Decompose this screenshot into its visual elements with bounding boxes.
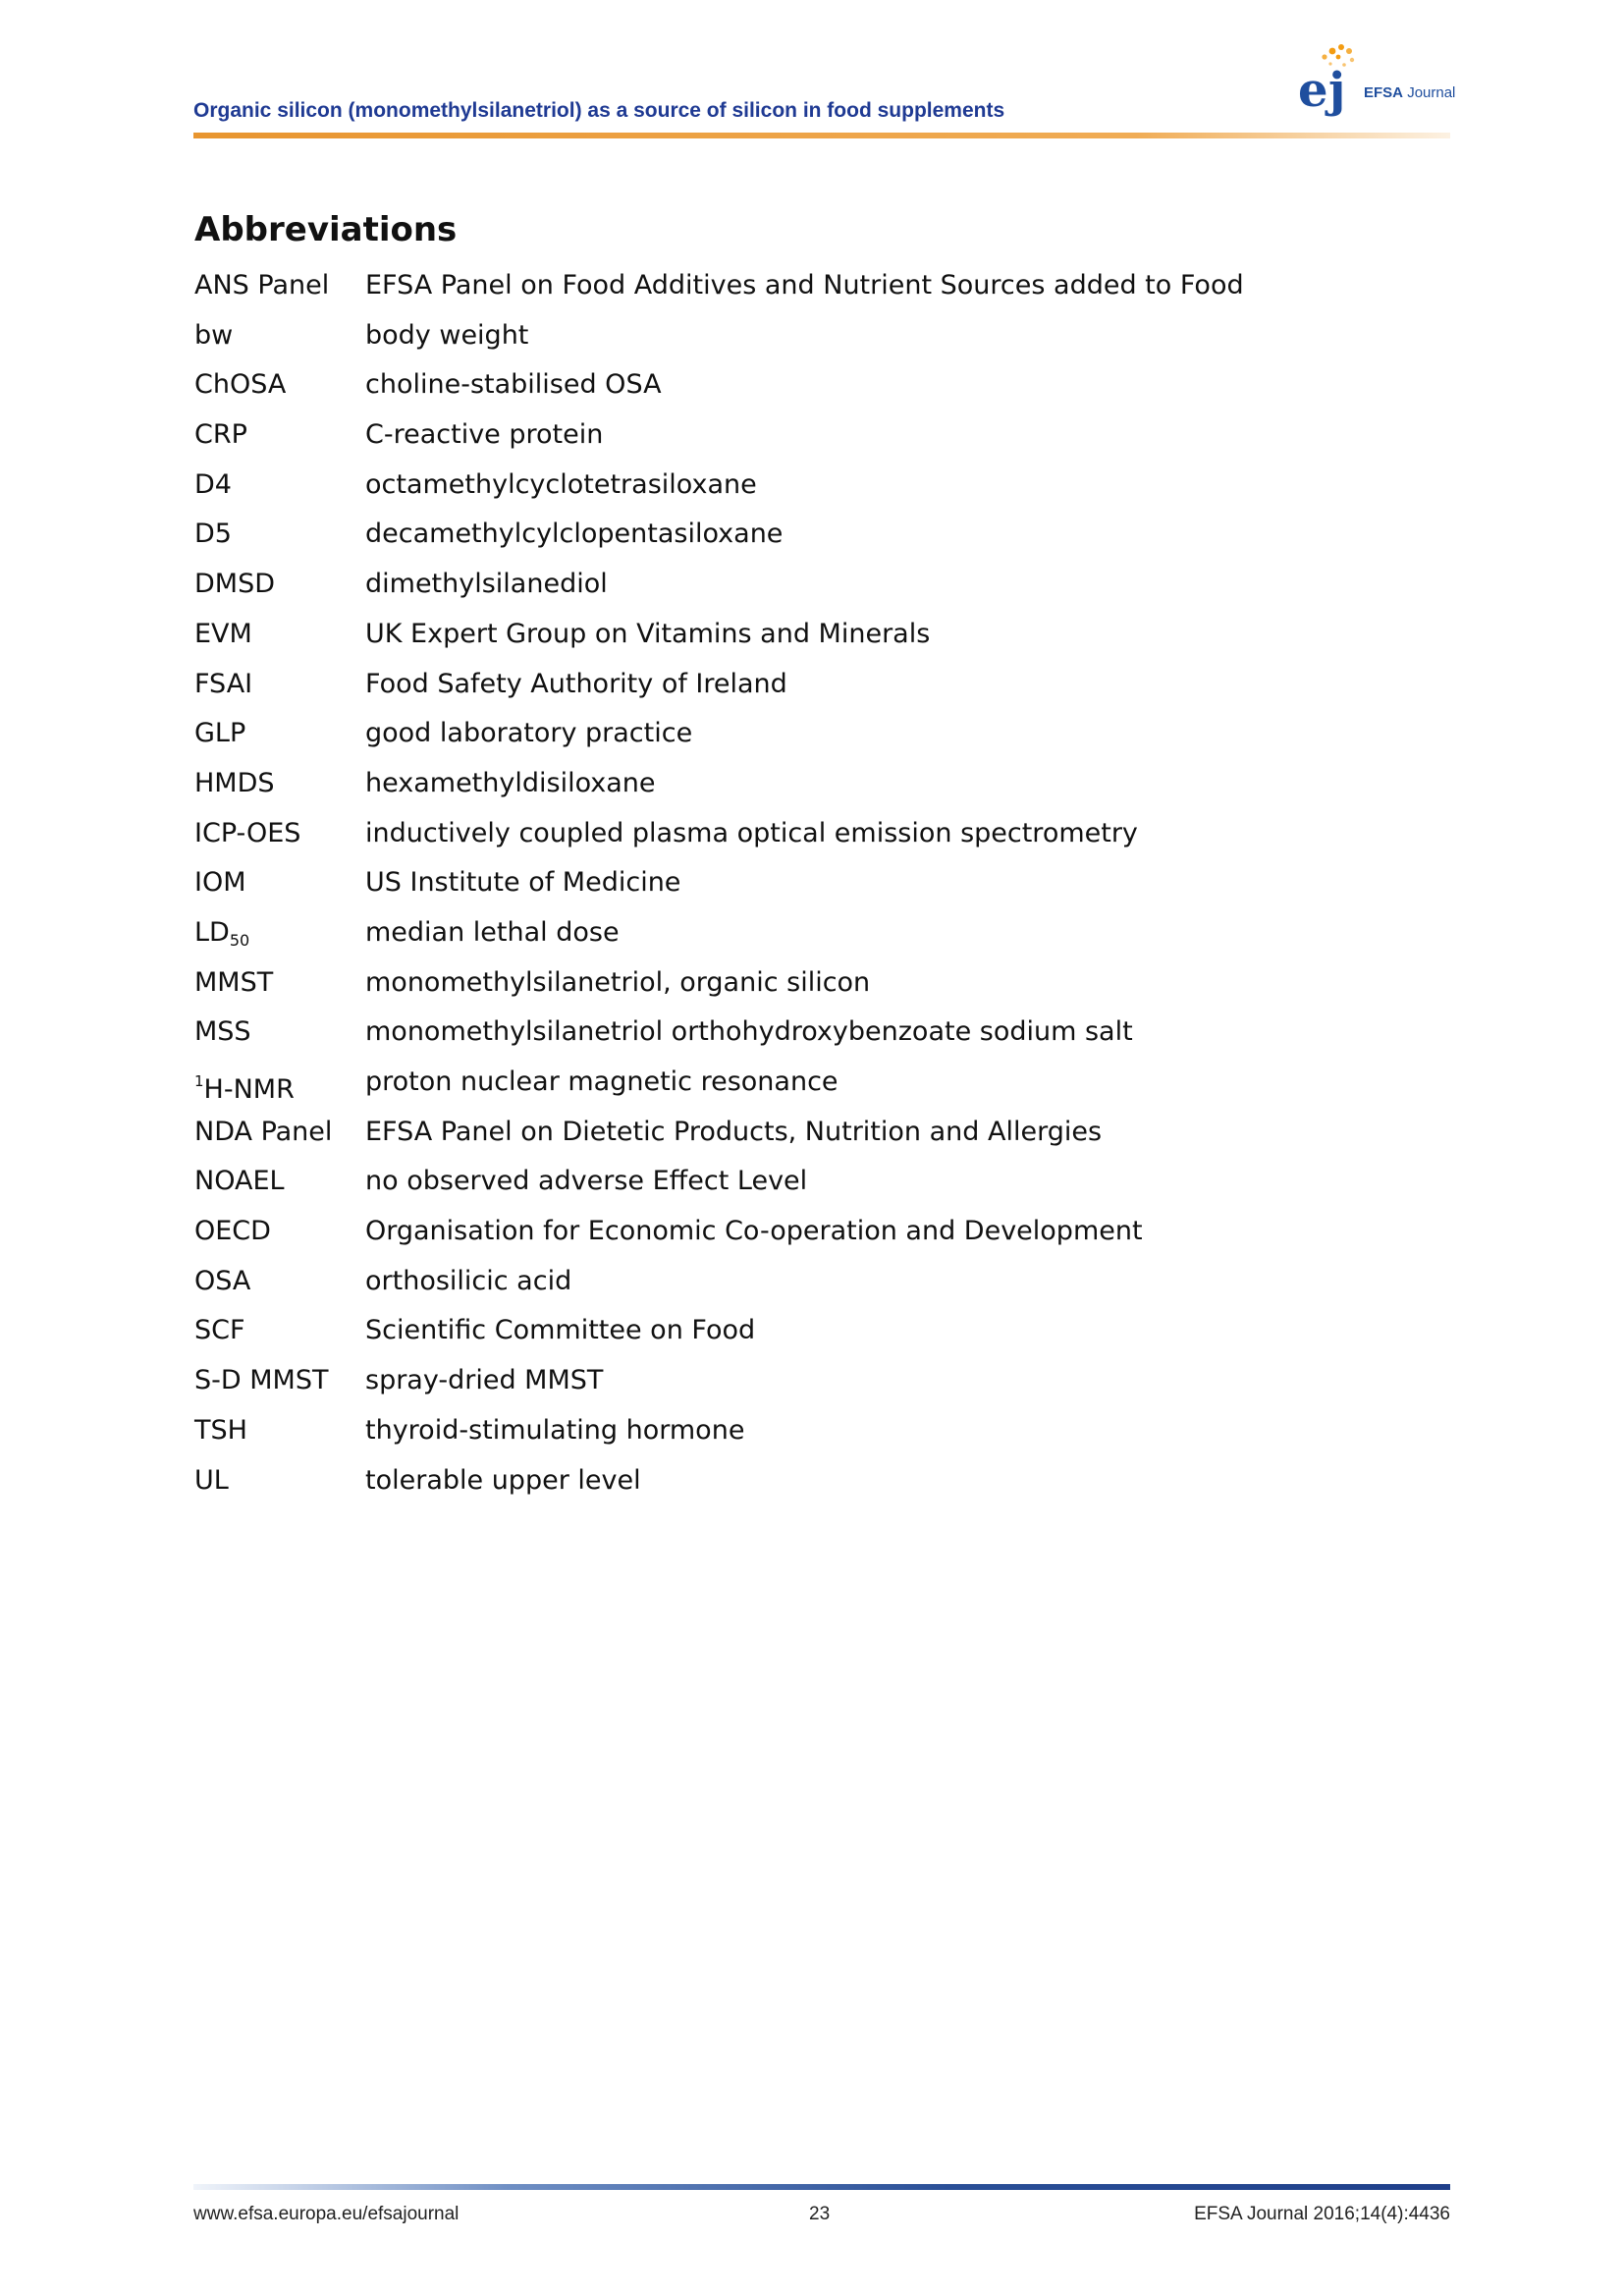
abbreviation-row bbox=[194, 1308, 1373, 1358]
term-text: FSAI bbox=[194, 668, 253, 699]
abbreviation-definition: decamethylcylclopentasiloxane bbox=[365, 519, 784, 550]
term-text: OSA bbox=[194, 1265, 251, 1296]
abbreviation-definition: median lethal dose bbox=[365, 916, 620, 948]
term-text: H-NMR bbox=[203, 1074, 295, 1105]
abbreviation-term bbox=[194, 711, 245, 755]
logo-brand: EFSA bbox=[1364, 84, 1404, 101]
abbreviation-row bbox=[194, 1110, 1373, 1160]
abbreviation-row bbox=[194, 263, 1373, 313]
abbreviation-term bbox=[194, 263, 329, 307]
abbreviation-definition: Food Safety Authority of Ireland bbox=[365, 668, 787, 699]
term-text: NOAEL bbox=[194, 1166, 285, 1197]
abbreviation-term bbox=[194, 512, 232, 556]
page-number: 23 bbox=[809, 2204, 831, 2224]
abbreviation-row bbox=[194, 811, 1373, 861]
abbreviation-row bbox=[194, 1159, 1373, 1209]
abbreviation-row bbox=[194, 662, 1373, 712]
term-text: SCF bbox=[194, 1315, 245, 1346]
abbreviation-row bbox=[194, 463, 1373, 513]
abbreviations-list bbox=[194, 263, 1373, 1507]
abbreviation-definition: orthosilicic acid bbox=[365, 1265, 572, 1296]
page-footer bbox=[193, 2184, 1450, 2243]
abbreviation-definition: EFSA Panel on Dietetic Products, Nutrition and Allergies bbox=[365, 1116, 1103, 1147]
abbreviation-term bbox=[194, 662, 252, 706]
abbreviation-term bbox=[194, 612, 252, 656]
abbreviation-row bbox=[194, 1408, 1373, 1458]
abbreviation-term bbox=[194, 811, 300, 855]
term-text: DMSD bbox=[194, 569, 276, 600]
abbreviation-definition: dimethylsilanediol bbox=[365, 569, 608, 600]
abbreviation-definition: Organisation for Economic Co-operation and Development bbox=[365, 1216, 1143, 1247]
abbreviation-row bbox=[194, 313, 1373, 363]
abbreviation-term bbox=[194, 1159, 285, 1203]
abbreviation-term bbox=[194, 960, 273, 1005]
abbreviation-term bbox=[194, 1308, 245, 1352]
footer-url: www.efsa.europa.eu/efsajournal bbox=[193, 2204, 460, 2224]
term-subscript: 50 bbox=[229, 930, 250, 950]
term-text: LD bbox=[194, 916, 230, 948]
abbreviation-row bbox=[194, 1358, 1373, 1408]
abbreviation-term bbox=[194, 313, 233, 357]
abbreviation-term bbox=[194, 562, 275, 606]
running-title: Organic silicon (monomethylsilanetriol) as a source of silicon in food supplements bbox=[193, 99, 1005, 122]
abbreviation-row bbox=[194, 362, 1373, 412]
term-text: D4 bbox=[194, 468, 232, 500]
term-text: NDA Panel bbox=[194, 1116, 333, 1147]
term-text: OECD bbox=[194, 1216, 271, 1247]
abbreviation-term bbox=[194, 761, 275, 805]
term-text: ICP-OES bbox=[194, 817, 301, 848]
header-rule bbox=[193, 133, 1450, 138]
term-text: MSS bbox=[194, 1016, 251, 1048]
abbreviation-definition: body weight bbox=[365, 319, 529, 351]
abbreviation-definition: inductively coupled plasma optical emission spectrometry bbox=[365, 817, 1138, 848]
logo-wordmark bbox=[1364, 84, 1455, 101]
abbreviation-row bbox=[194, 910, 1373, 960]
abbreviation-definition: Scientific Committee on Food bbox=[365, 1315, 756, 1346]
abbreviation-row bbox=[194, 1010, 1373, 1060]
abbreviation-definition: proton nuclear magnetic resonance bbox=[365, 1066, 839, 1097]
abbreviation-row bbox=[194, 562, 1373, 612]
page-header bbox=[193, 0, 1456, 147]
abbreviation-row bbox=[194, 1209, 1373, 1259]
abbreviation-definition: choline-stabilised OSA bbox=[365, 369, 662, 401]
abbreviation-definition: UK Expert Group on Vitamins and Minerals bbox=[365, 618, 931, 649]
term-text: CRP bbox=[194, 419, 247, 451]
abbreviation-definition: no observed adverse Effect Level bbox=[365, 1166, 808, 1197]
journal-citation: EFSA Journal 2016;14(4):4436 bbox=[1194, 2204, 1450, 2224]
abbreviation-definition: monomethylsilanetriol, organic silicon bbox=[365, 966, 871, 998]
abbreviation-term bbox=[194, 412, 247, 457]
logo-journal: Journal bbox=[1407, 84, 1456, 101]
abbreviation-row bbox=[194, 612, 1373, 662]
abbreviation-definition: thyroid-stimulating hormone bbox=[365, 1414, 745, 1446]
term-text: IOM bbox=[194, 867, 246, 899]
section-title: Abbreviations bbox=[194, 210, 458, 249]
abbreviation-row bbox=[194, 1458, 1373, 1508]
term-text: EVM bbox=[194, 618, 252, 649]
abbreviation-definition: US Institute of Medicine bbox=[365, 867, 681, 899]
abbreviation-term bbox=[194, 463, 232, 507]
term-text: UL bbox=[194, 1464, 229, 1496]
term-text: S-D MMST bbox=[194, 1365, 329, 1396]
term-text: HMDS bbox=[194, 767, 275, 798]
abbreviation-row bbox=[194, 1259, 1373, 1309]
term-text: bw bbox=[194, 319, 234, 351]
abbreviation-term bbox=[194, 1358, 328, 1402]
term-text: D5 bbox=[194, 519, 232, 550]
abbreviation-row bbox=[194, 860, 1373, 910]
abbreviation-row bbox=[194, 412, 1373, 463]
footer-rule bbox=[193, 2184, 1450, 2190]
abbreviation-definition: hexamethyldisiloxane bbox=[365, 767, 656, 798]
abbreviation-definition: C-reactive protein bbox=[365, 419, 604, 451]
abbreviation-term bbox=[194, 1408, 247, 1452]
abbreviation-row bbox=[194, 512, 1373, 562]
abbreviation-definition: tolerable upper level bbox=[365, 1464, 641, 1496]
abbreviation-term bbox=[194, 1060, 295, 1112]
abbreviation-definition: monomethylsilanetriol orthohydroxybenzoate sodium salt bbox=[365, 1016, 1133, 1048]
abbreviation-term bbox=[194, 1209, 271, 1253]
term-text: ANS Panel bbox=[194, 270, 330, 301]
term-text: GLP bbox=[194, 718, 246, 749]
abbreviation-definition: good laboratory practice bbox=[365, 718, 693, 749]
svg-text:e: e bbox=[1298, 63, 1328, 118]
term-superscript: 1 bbox=[194, 1072, 204, 1090]
abbreviation-term bbox=[194, 910, 249, 962]
abbreviation-term bbox=[194, 1458, 229, 1503]
abbreviation-term bbox=[194, 362, 286, 407]
abbreviation-term bbox=[194, 860, 246, 904]
ej-logo-mark-icon bbox=[1295, 39, 1364, 128]
efsa-journal-logo bbox=[1295, 39, 1456, 128]
term-text: ChOSA bbox=[194, 369, 287, 401]
svg-text:j: j bbox=[1328, 63, 1346, 118]
abbreviation-term bbox=[194, 1110, 332, 1154]
abbreviation-definition: octamethylcyclotetrasiloxane bbox=[365, 468, 757, 500]
abbreviation-term bbox=[194, 1259, 250, 1303]
abbreviation-definition: EFSA Panel on Food Additives and Nutrient Sources added to Food bbox=[365, 270, 1244, 301]
abbreviation-row bbox=[194, 1060, 1373, 1110]
term-text: TSH bbox=[194, 1414, 247, 1446]
abbreviation-definition: spray-dried MMST bbox=[365, 1365, 604, 1396]
abbreviation-row bbox=[194, 960, 1373, 1011]
abbreviation-term bbox=[194, 1010, 251, 1054]
term-text: MMST bbox=[194, 966, 274, 998]
abbreviation-row bbox=[194, 711, 1373, 761]
abbreviation-row bbox=[194, 761, 1373, 811]
